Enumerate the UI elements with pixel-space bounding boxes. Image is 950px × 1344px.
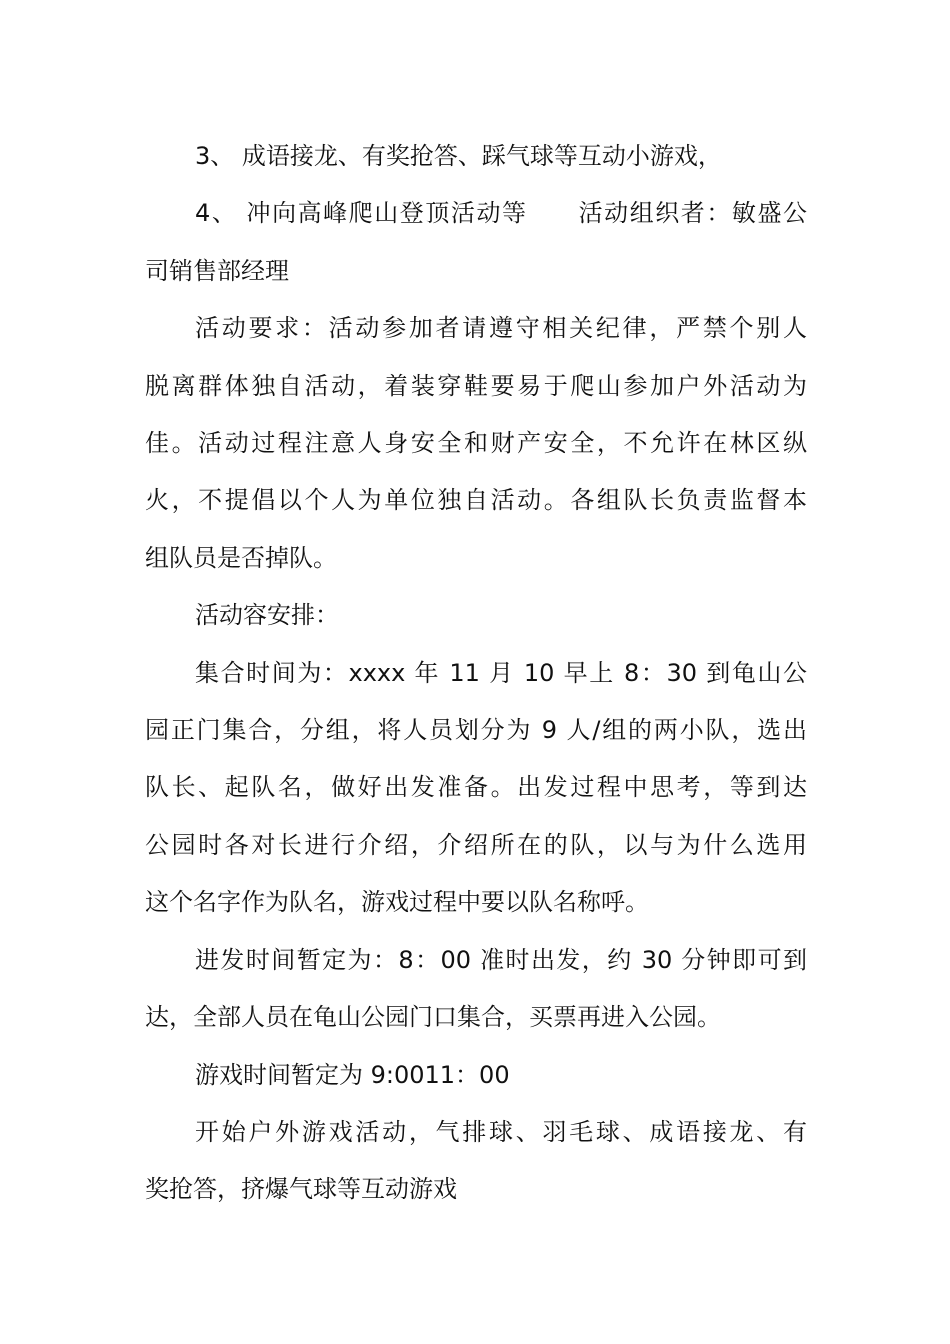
text-line: 队长、起队名，做好出发准备。出发过程中思考，等到达 — [145, 773, 807, 802]
text-line: 园正门集合，分组，将人员划分为 9 人/组的两小队，选出 — [145, 716, 807, 745]
text-line: 集合时间为：xxxx 年 11 月 10 早上 8：30 到龟山公 — [195, 658, 807, 687]
text-line: 奖抢答，挤爆气球等互动游戏 — [145, 1175, 457, 1204]
text-line: 游戏时间暂定为 9:0011：00 — [195, 1060, 510, 1089]
text-line: 活动要求：活动参加者请遵守相关纪律，严禁个别人 — [195, 314, 807, 343]
document-body — [145, 128, 807, 1219]
text-line: 3、 成语接龙、有奖抢答、踩气球等互动小游戏， — [195, 142, 722, 170]
text-line: 火，不提倡以个人为单位独自活动。各组队长负责监督本 — [145, 486, 807, 515]
text-line: 开始户外游戏活动，气排球、羽毛球、成语接龙、有 — [195, 1117, 807, 1146]
text-line: 4、 冲向高峰爬山登顶活动等 活动组织者：敏盛公 — [195, 199, 807, 228]
text-line: 活动容安排： — [195, 601, 339, 630]
text-line: 司销售部经理 — [145, 256, 289, 285]
text-line: 脱离群体独自活动，着装穿鞋要易于爬山参加户外活动为 — [145, 371, 807, 400]
text-line: 进发时间暂定为：8：00 准时出发，约 30 分钟即可到 — [195, 945, 807, 974]
text-line: 佳。活动过程注意人身安全和财产安全，不允许在林区纵 — [145, 429, 807, 458]
text-line: 组队员是否掉队。 — [145, 543, 337, 572]
text-line: 公园时各对长进行介绍，介绍所在的队，以与为什么选用 — [145, 830, 807, 859]
text-line: 达，全部人员在龟山公园门口集合，买票再进入公园。 — [145, 1003, 721, 1032]
text-line: 这个名字作为队名，游戏过程中要以队名称呼。 — [145, 888, 649, 917]
